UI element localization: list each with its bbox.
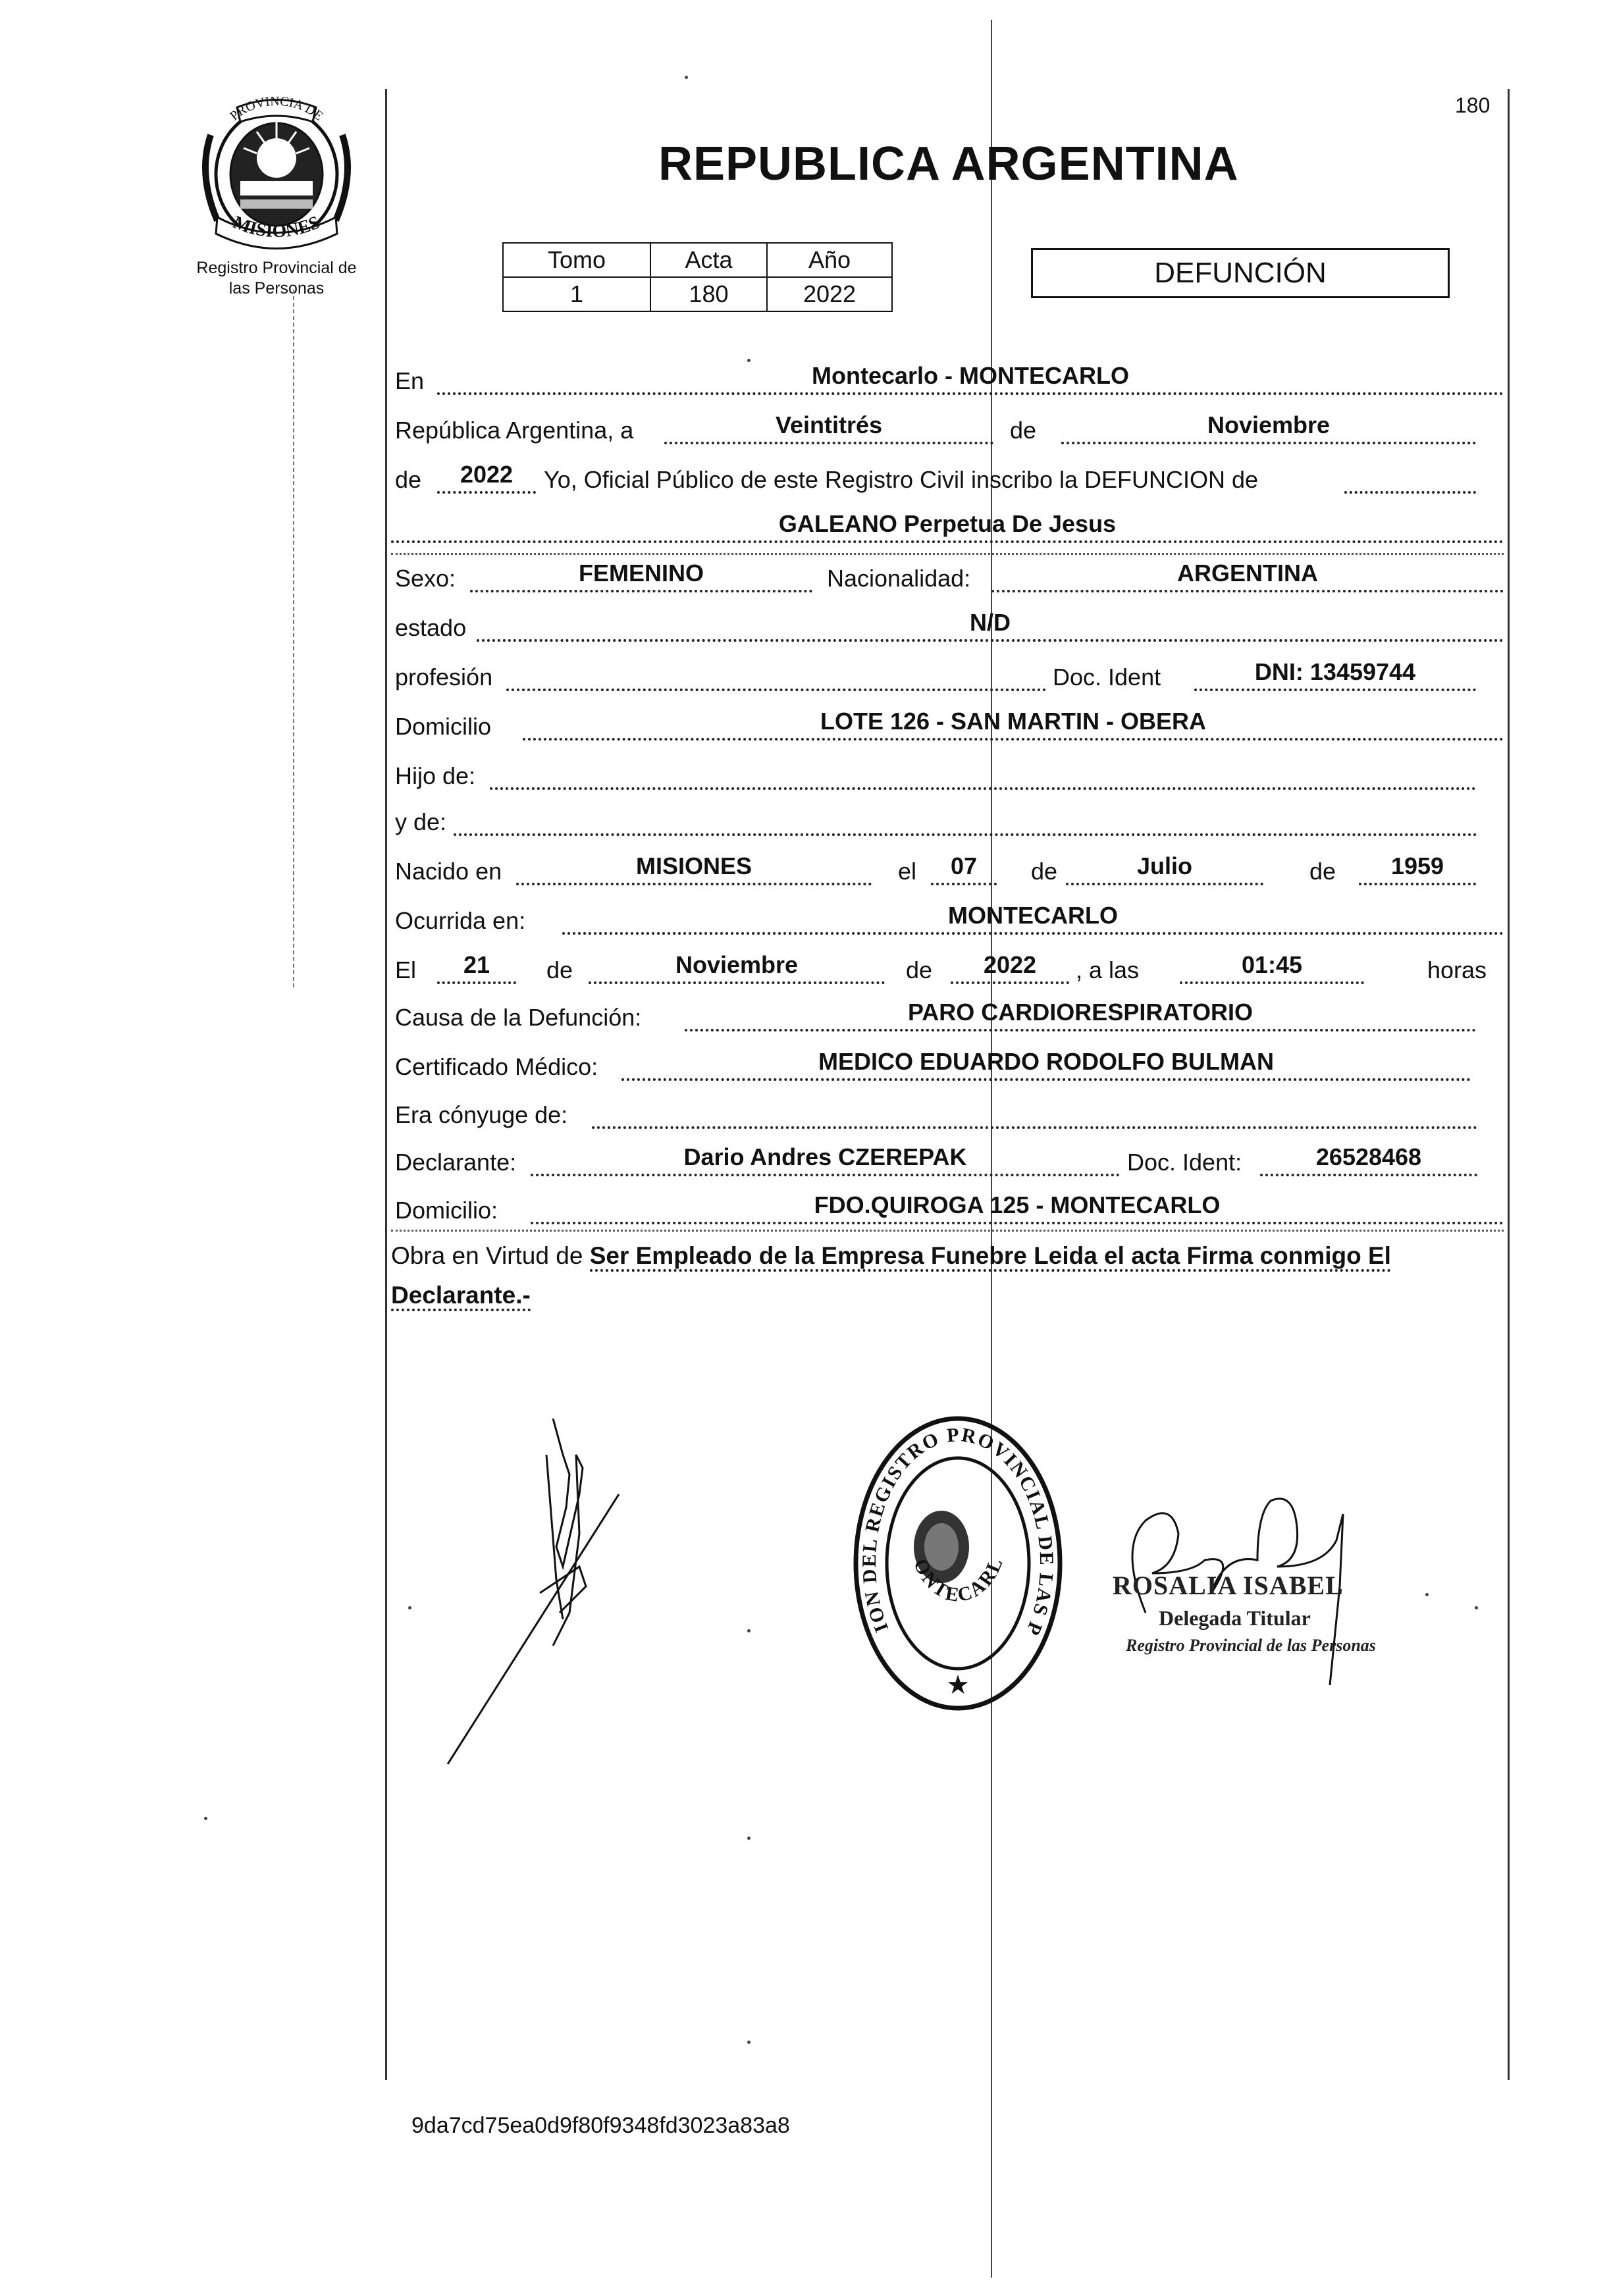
inscribo-text: Yo, Oficial Público de este Registro Civil inscribo la DEFUNCION de bbox=[544, 466, 1259, 493]
row-republica bbox=[391, 410, 1504, 450]
row-separator bbox=[391, 1230, 1504, 1232]
month-value: Noviembre bbox=[1061, 410, 1476, 444]
decl-domicilio-value: FDO.QUIROGA 125 - MONTECARLO bbox=[531, 1190, 1504, 1224]
record-table-value-row bbox=[503, 277, 892, 311]
row-decl-domicilio bbox=[391, 1190, 1504, 1230]
acta-value: 180 bbox=[650, 277, 767, 311]
seal-text-bottom: MISIONES bbox=[230, 212, 323, 242]
certificado-label: Certificado Médico: bbox=[395, 1053, 598, 1080]
hijo-value bbox=[490, 756, 1476, 790]
year-prefix-label: de bbox=[395, 466, 422, 493]
scan-speck bbox=[747, 1837, 751, 1840]
yde-value bbox=[454, 802, 1477, 836]
right-margin-line bbox=[1508, 89, 1510, 2080]
day-value: Veintitrés bbox=[664, 410, 993, 444]
row-estado bbox=[391, 608, 1504, 647]
row-certificado bbox=[391, 1047, 1504, 1086]
scan-speck bbox=[685, 76, 688, 79]
scan-dash-line bbox=[293, 290, 294, 987]
decl-doc-label: Doc. Ident: bbox=[1127, 1149, 1242, 1176]
estado-value: N/D bbox=[477, 608, 1504, 642]
inscribo-blank bbox=[1344, 459, 1476, 494]
record-table-header-row bbox=[503, 243, 892, 277]
row-death-date bbox=[391, 950, 1504, 989]
row-ocurrida bbox=[391, 900, 1504, 940]
row-declarante bbox=[391, 1142, 1504, 1182]
row-nacido bbox=[391, 851, 1504, 891]
sexo-value: FEMENINO bbox=[470, 558, 812, 592]
death-time: 01:45 bbox=[1180, 950, 1364, 984]
stamp-star-icon: ★ bbox=[946, 1671, 970, 1700]
en-value: Montecarlo - MONTECARLO bbox=[437, 361, 1504, 395]
scan-speck bbox=[1475, 1606, 1478, 1609]
death-year: 2022 bbox=[951, 950, 1069, 984]
official-name: ROSALIA ISABEL bbox=[1113, 1571, 1344, 1600]
birth-year: 1959 bbox=[1359, 851, 1476, 885]
death-el-label: El bbox=[395, 956, 417, 983]
record-table bbox=[502, 242, 893, 312]
horas-label: horas bbox=[1427, 956, 1487, 983]
scan-speck bbox=[747, 2041, 751, 2044]
estado-label: estado bbox=[395, 614, 467, 641]
en-label: En bbox=[395, 367, 425, 394]
registry-stamp bbox=[849, 1412, 1067, 1715]
republica-label: República Argentina, a bbox=[395, 417, 634, 444]
seal-text-top: PROVINCIA DE bbox=[227, 95, 326, 124]
left-margin-line bbox=[385, 89, 387, 2080]
scan-speck bbox=[408, 1606, 411, 1609]
declarante-value: Dario Andres CZEREPAK bbox=[531, 1142, 1120, 1176]
record-table-header: Año bbox=[767, 243, 892, 277]
yde-label: y de: bbox=[395, 808, 447, 835]
row-yde bbox=[391, 802, 1504, 841]
scan-speck bbox=[204, 1817, 207, 1820]
conyuge-value bbox=[592, 1095, 1477, 1129]
profesion-value bbox=[506, 657, 1046, 691]
doc-ident-label: Doc. Ident bbox=[1053, 664, 1161, 691]
conyuge-label: Era cónyuge de: bbox=[395, 1101, 568, 1128]
birth-de2-label: de bbox=[1309, 858, 1336, 885]
domicilio-value: LOTE 126 - SAN MARTIN - OBERA bbox=[523, 706, 1504, 741]
deceased-name: GALEANO Perpetua De Jesus bbox=[391, 509, 1504, 543]
page-title: REPUBLICA ARGENTINA bbox=[658, 138, 1239, 190]
official-title-line1: Delegada Titular bbox=[1159, 1606, 1311, 1630]
row-sexo bbox=[391, 558, 1504, 598]
document-hash: 9da7cd75ea0d9f80f9348fd3023a83a8 bbox=[411, 2113, 790, 2138]
death-month: Noviembre bbox=[589, 950, 885, 984]
scan-speck bbox=[747, 359, 751, 362]
nacionalidad-value: ARGENTINA bbox=[991, 558, 1504, 592]
domicilio-label: Domicilio bbox=[395, 713, 492, 740]
official-signature bbox=[1106, 1474, 1475, 1698]
birth-day: 07 bbox=[931, 851, 997, 885]
causa-label: Causa de la Defunción: bbox=[395, 1004, 642, 1031]
death-de1-label: de bbox=[546, 956, 573, 983]
registry-caption-line2: las Personas bbox=[228, 279, 325, 298]
death-de2-label: de bbox=[906, 956, 933, 983]
province-seal bbox=[191, 95, 362, 253]
nacionalidad-label: Nacionalidad: bbox=[827, 565, 971, 592]
obra-value: Ser Empleado de la Empresa Funebre Leida el acta Firma conmigo El Declarante.- bbox=[391, 1242, 1391, 1311]
official-title-line2: Registro Provincial de las Personas bbox=[1126, 1636, 1376, 1655]
declarant-signature bbox=[428, 1415, 639, 1777]
nacido-value: MISIONES bbox=[516, 851, 872, 885]
declarante-label: Declarante: bbox=[395, 1149, 517, 1176]
year-value: 2022 bbox=[437, 459, 536, 494]
de-label: de bbox=[1010, 417, 1037, 444]
causa-value: PARO CARDIORESPIRATORIO bbox=[685, 997, 1476, 1031]
row-causa bbox=[391, 997, 1504, 1037]
birth-de1-label: de bbox=[1031, 858, 1058, 885]
scan-speck bbox=[1425, 1593, 1429, 1596]
el-label: el bbox=[898, 858, 917, 885]
row-year bbox=[391, 459, 1504, 499]
stamp-inner-text: ONTECARL bbox=[909, 1553, 1008, 1607]
row-domicilio bbox=[391, 706, 1504, 746]
sexo-label: Sexo: bbox=[395, 565, 456, 592]
nacido-label: Nacido en bbox=[395, 858, 502, 885]
registry-caption bbox=[158, 258, 395, 299]
record-table-header: Acta bbox=[650, 243, 767, 277]
profesion-label: profesión bbox=[395, 664, 493, 691]
row-en bbox=[391, 361, 1504, 400]
hijo-label: Hijo de: bbox=[395, 762, 476, 789]
row-profesion bbox=[391, 657, 1504, 696]
document-type-box: DEFUNCIÓN bbox=[1031, 248, 1450, 298]
stamp-ring-text: ION DEL REGISTRO PROVINCIAL DE LAS P bbox=[858, 1424, 1058, 1640]
record-table-header: Tomo bbox=[503, 243, 650, 277]
row-name bbox=[391, 509, 1504, 548]
row-hijo bbox=[391, 756, 1504, 795]
row-separator bbox=[391, 553, 1504, 555]
birth-month: Julio bbox=[1066, 851, 1263, 885]
scan-speck bbox=[747, 1629, 751, 1632]
decl-domicilio-label: Domicilio: bbox=[395, 1197, 498, 1224]
page-number: 180 bbox=[1455, 93, 1490, 117]
anio-value: 2022 bbox=[767, 277, 892, 311]
row-conyuge bbox=[391, 1095, 1504, 1134]
obra-en-virtud bbox=[391, 1236, 1504, 1315]
death-day: 21 bbox=[437, 950, 516, 984]
registry-caption-line1: Registro Provincial de bbox=[196, 259, 357, 277]
doc-ident-value: DNI: 13459744 bbox=[1194, 657, 1476, 691]
ocurrida-label: Ocurrida en: bbox=[395, 907, 526, 934]
ocurrida-value: MONTECARLO bbox=[562, 900, 1504, 935]
obra-label: Obra en Virtud de bbox=[391, 1242, 583, 1269]
certificado-value: MEDICO EDUARDO RODOLFO BULMAN bbox=[621, 1047, 1471, 1081]
decl-doc-value: 26528468 bbox=[1260, 1142, 1477, 1176]
tomo-value: 1 bbox=[503, 277, 650, 311]
alas-label: , a las bbox=[1076, 956, 1140, 983]
